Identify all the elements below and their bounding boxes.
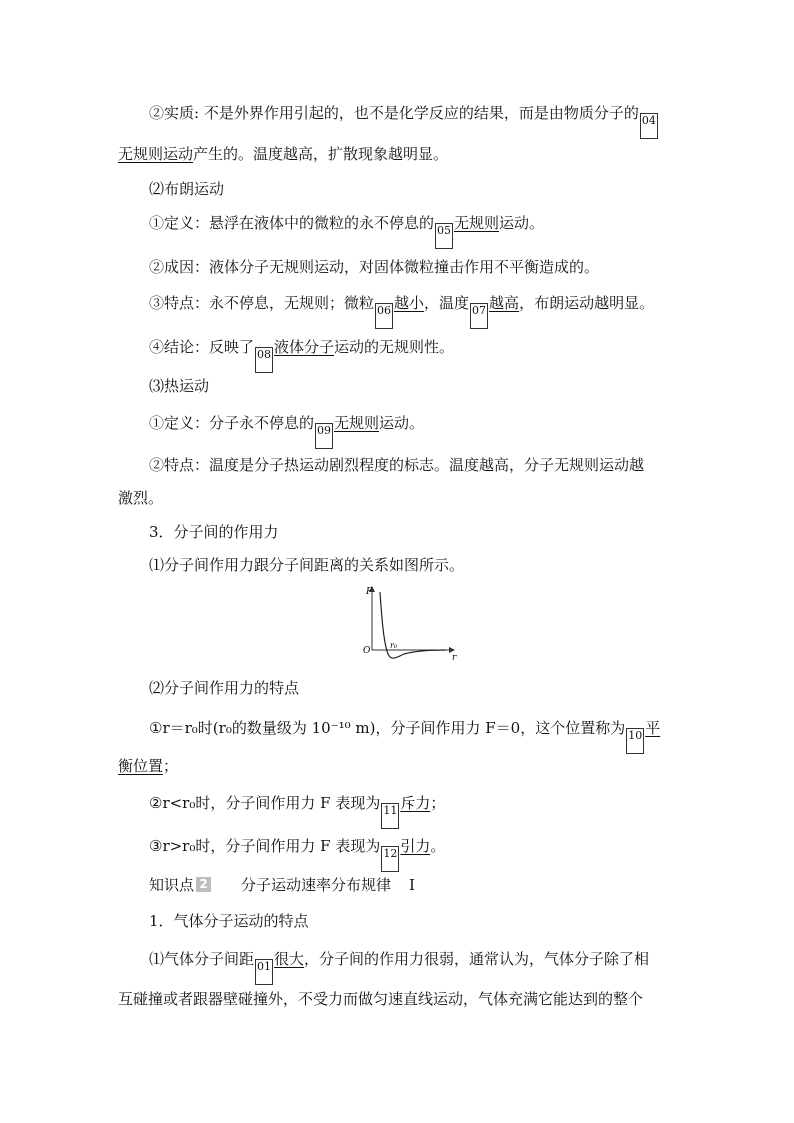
text: ③r>r₀时，分子间作用力 F 表现为 (149, 837, 381, 855)
kp-label: 知识点 (149, 876, 195, 894)
kp-level: Ⅰ (409, 876, 415, 894)
answer-blank-08: 08 (255, 347, 273, 373)
text: 产生的。温度越高，扩散现象越明显。 (193, 145, 449, 163)
answer-blank-11: 11 (381, 803, 399, 829)
text: ，分子间的作用力很弱，通常认为，气体分子除了相 (304, 950, 650, 968)
text: ⑴气体分子间距 (149, 950, 255, 968)
answer-text: 很大 (274, 950, 305, 968)
answer-text: 无规则 (454, 214, 500, 232)
answer-text: 无规则 (334, 414, 380, 432)
thermal-feature-line1: ②特点：温度是分子热运动剧烈程度的标志。温度越高，分子无规则运动越 (149, 456, 645, 474)
para-essence-line2 (118, 143, 678, 165)
text: 运动。 (379, 414, 425, 432)
text: 。 (430, 837, 446, 855)
answer-text: 衡位置 (118, 757, 164, 775)
answer-text: 斥力 (400, 794, 431, 812)
answer-text: 液体分子 (274, 338, 335, 356)
answer-blank-10: 10 (626, 728, 644, 754)
answer-blank-05: 05 (435, 223, 453, 249)
force-characteristics-heading: ⑵分子间作用力的特点 (149, 679, 300, 697)
force-distance-graph (360, 582, 460, 667)
knowledge-point-2-header (149, 874, 709, 896)
text: ①定义：悬浮在液体中的微粒的永不停息的 (149, 214, 435, 232)
text: ，布朗运动越明显。 (519, 294, 655, 312)
gas-motion-heading: 1．气体分子运动的特点 (149, 912, 309, 930)
thermal-heading: ⑶热运动 (149, 377, 210, 395)
text: ； (430, 794, 446, 812)
force-char-equilibrium-line2 (118, 755, 678, 777)
x-axis-label: r (452, 653, 457, 663)
force-char-attractive (149, 835, 709, 872)
text: ①r＝r₀时(r₀的数量级为 10⁻¹⁰ m)，分子间作用力 F＝0，这个位置称为 (149, 719, 626, 737)
text: 运动的无规则性。 (334, 338, 455, 356)
answer-blank-09: 09 (315, 423, 333, 449)
brown-feature (149, 292, 709, 329)
answer-text: 引力 (400, 837, 431, 855)
gas-motion-para-line1 (149, 948, 709, 985)
answer-text: 无规则运动 (118, 145, 194, 163)
force-char-equilibrium-line1 (149, 717, 709, 754)
text: ③特点：永不停息，无规则；微粒 (149, 294, 375, 312)
kp-number-badge: 2 (196, 877, 211, 892)
answer-text: 越高 (489, 294, 520, 312)
text: ，温度 (424, 294, 470, 312)
text: 运动。 (499, 214, 545, 232)
brown-cause: ②成因：液体分子无规则运动，对固体微粒撞击作用不平衡造成的。 (149, 258, 600, 276)
para-essence-line1 (149, 102, 709, 139)
force-char-repulsive (149, 792, 709, 829)
answer-blank-07: 07 (470, 303, 488, 329)
origin-label: O (363, 646, 371, 656)
brown-heading: ⑵布朗运动 (149, 180, 225, 198)
kp-title: 分子运动速率分布规律 (241, 876, 392, 894)
answer-blank-06: 06 (375, 303, 393, 329)
brown-definition (149, 212, 709, 249)
r0-label: r₀ (390, 641, 398, 650)
answer-text: 平 (645, 719, 661, 737)
thermal-definition (149, 412, 709, 449)
force-heading: 3．分子间的作用力 (149, 523, 279, 541)
force-relation: ⑴分子间作用力跟分子间距离的关系如图所示。 (149, 556, 465, 574)
answer-blank-12: 12 (381, 846, 399, 872)
brown-conclusion (149, 336, 709, 373)
thermal-feature-line2: 激烈。 (118, 489, 164, 507)
text: ； (163, 757, 179, 775)
y-axis-label: F (366, 587, 373, 597)
gas-motion-para-line2: 互碰撞或者跟器壁碰撞外，不受力而做匀速直线运动，气体充满它能达到的整个 (118, 990, 644, 1008)
answer-blank-04: 04 (640, 113, 658, 139)
answer-text: 越小 (394, 294, 425, 312)
text: ②实质: 不是外界作用引起的，也不是化学反应的结果，而是由物质分子的 (149, 104, 639, 122)
text: ①定义：分子永不停息的 (149, 414, 315, 432)
text: ④结论：反映了 (149, 338, 255, 356)
answer-blank-01: 01 (255, 959, 273, 985)
text: ②r<r₀时，分子间作用力 F 表现为 (149, 794, 381, 812)
